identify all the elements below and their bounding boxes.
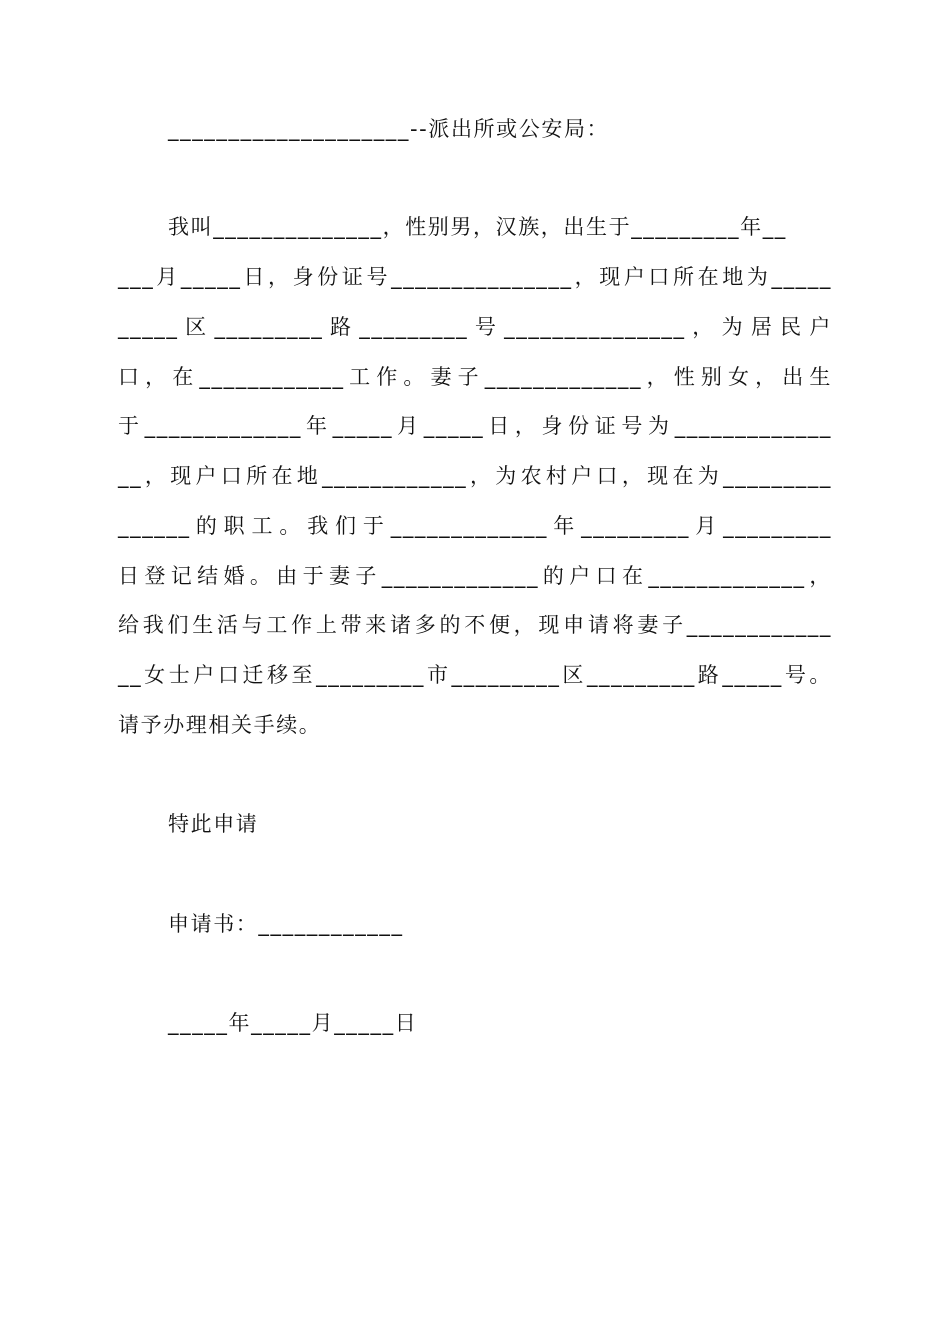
body-line-11: 请予办理相关手续。 — [118, 713, 322, 737]
body-line-9: 给我们生活与工作上带来诸多的不便，现申请将妻子____________ — [118, 613, 832, 637]
body-line-8: 日登记结婚。由于妻子_____________的户口在_____________， — [118, 564, 832, 588]
body-line-3: _____区_________路_________号_______________，为居民户 — [118, 315, 832, 339]
addressee-line: ____________________--派出所或公安局： — [168, 117, 610, 141]
applicant-signature-line: 申请书：____________ — [168, 912, 404, 936]
body-line-5: 于_____________年_____月_____日，身份证号为_____________ — [118, 414, 832, 438]
closing-line: 特此申请 — [168, 812, 259, 836]
body-line-6: __，现户口所在地____________，为农村户口，现在为_________ — [118, 464, 832, 488]
body-line-2: ___月_____日，身份证号_______________，现户口所在地为_____ — [118, 265, 832, 289]
body-line-7: ______的职工。我们于_____________年_________月_________ — [118, 514, 832, 538]
body-line-1: 我叫______________，性别男，汉族，出生于_________年__ — [168, 215, 787, 239]
body-line-4: 口，在____________工作。妻子_____________，性别女，出生 — [118, 365, 832, 389]
body-line-10: __女士户口迁移至_________市_________区_________路_____号。 — [118, 663, 832, 687]
date-line: _____年_____月_____日 — [168, 1011, 418, 1035]
